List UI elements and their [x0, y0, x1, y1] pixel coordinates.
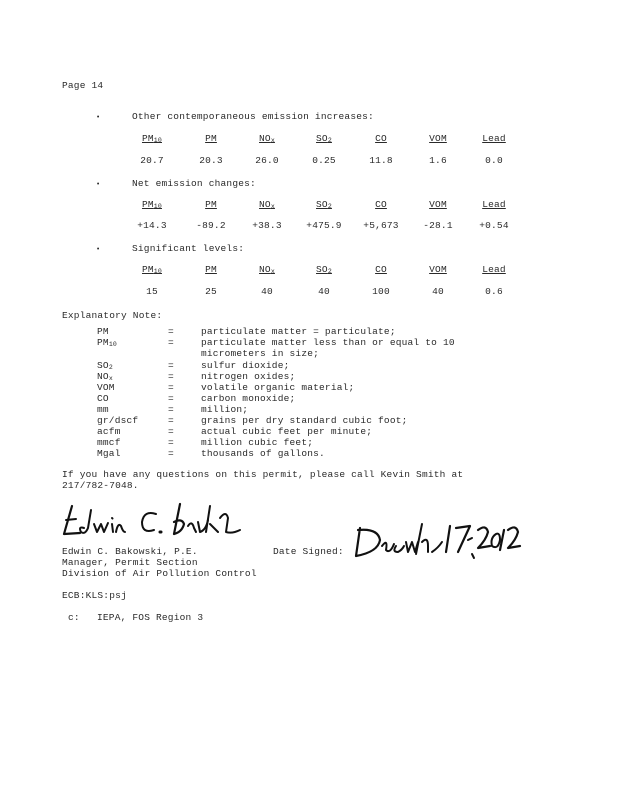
note-equals: = [168, 437, 174, 448]
contact-phone: 217/782-7048. [62, 480, 139, 491]
column-header: PM [205, 264, 217, 275]
column-header: Lead [482, 199, 506, 210]
value-cell: 25 [205, 286, 217, 297]
note-term: VOM [97, 382, 115, 393]
note-term: $NO_x$ [97, 371, 113, 382]
cc-label: c: [68, 612, 80, 623]
note-definition: actual cubic feet per minute; [201, 426, 373, 437]
signer-division: Division of Air Pollution Control [62, 568, 257, 579]
note-definition: volatile organic material; [201, 382, 355, 393]
note-definition: nitrogen oxides; [201, 371, 296, 382]
note-equals: = [168, 426, 174, 437]
note-equals: = [168, 404, 174, 415]
value-cell: 15 [146, 286, 158, 297]
column-header: $SO_2$ [316, 264, 332, 275]
value-cell: +475.9 [306, 220, 342, 231]
value-cell: -89.2 [196, 220, 226, 231]
column-header: $NO_x$ [259, 199, 275, 210]
bullet: • [96, 246, 101, 254]
column-header: Lead [482, 133, 506, 144]
column-header: CO [375, 264, 387, 275]
value-cell: 0.0 [485, 155, 503, 166]
value-cell: 20.3 [199, 155, 223, 166]
value-cell: 0.25 [312, 155, 336, 166]
value-cell: +0.54 [479, 220, 509, 231]
table-row [0, 286, 618, 300]
date-signed-label: Date Signed: [273, 546, 344, 557]
note-definition: thousands of gallons. [201, 448, 325, 459]
column-header: VOM [429, 264, 447, 275]
column-header: $SO_2$ [316, 199, 332, 210]
table-header-row [0, 133, 618, 147]
column-header: $PM_{10}$ [141, 133, 162, 144]
table-header-row [0, 199, 618, 213]
note-term: CO [97, 393, 109, 404]
column-header: CO [375, 133, 387, 144]
value-cell: 1.6 [429, 155, 447, 166]
cc-recipient: IEPA, FOS Region 3 [97, 612, 204, 623]
explanatory-note-heading: Explanatory Note: [62, 310, 163, 321]
table-row [0, 155, 618, 169]
handwritten-date [352, 518, 528, 564]
table-header-row [0, 264, 618, 278]
note-definition: micrometers in size; [201, 348, 320, 359]
note-definition: grains per dry standard cubic foot; [201, 415, 408, 426]
value-cell: +38.3 [252, 220, 282, 231]
column-header: VOM [429, 199, 447, 210]
typist-initials: ECB:KLS:psj [62, 590, 127, 601]
signer-name: Edwin C. Bakowski, P.E. [62, 546, 198, 557]
section-heading: Other contemporaneous emission increases: [132, 111, 374, 122]
note-definition: particulate matter less than or equal to 10 [201, 337, 455, 348]
table-row [0, 220, 618, 234]
note-term: gr/dscf [97, 415, 139, 426]
column-header: PM [205, 199, 217, 210]
note-equals: = [168, 360, 174, 371]
value-cell: 100 [372, 286, 390, 297]
note-definition: million; [201, 404, 249, 415]
note-equals: = [168, 393, 174, 404]
value-cell: 11.8 [369, 155, 393, 166]
note-equals: = [168, 371, 174, 382]
note-term: Mgal [97, 448, 121, 459]
value-cell: +5,673 [363, 220, 399, 231]
handwritten-signature [58, 498, 248, 540]
note-term: $PM_{10}$ [97, 337, 118, 348]
column-header: VOM [429, 133, 447, 144]
section-heading: Net emission changes: [132, 178, 256, 189]
bullet: • [96, 181, 101, 189]
column-header: $NO_x$ [259, 264, 275, 275]
note-term: $SO_2$ [97, 360, 113, 371]
note-definition: sulfur dioxide; [201, 360, 290, 371]
note-definition: carbon monoxide; [201, 393, 296, 404]
list-item [0, 448, 618, 462]
column-header: $NO_x$ [259, 133, 275, 144]
column-header: PM [205, 133, 217, 144]
note-definition: million cubic feet; [201, 437, 314, 448]
value-cell: -28.1 [423, 220, 453, 231]
value-cell: 40 [432, 286, 444, 297]
bullet: • [96, 114, 101, 122]
value-cell: +14.3 [137, 220, 167, 231]
column-header: $SO_2$ [316, 133, 332, 144]
note-equals: = [168, 448, 174, 459]
column-header: $PM_{10}$ [141, 199, 162, 210]
page-number: Page 14 [62, 80, 104, 91]
value-cell: 26.0 [255, 155, 279, 166]
note-equals: = [168, 326, 174, 337]
value-cell: 40 [318, 286, 330, 297]
value-cell: 0.6 [485, 286, 503, 297]
column-header: Lead [482, 264, 506, 275]
column-header: CO [375, 199, 387, 210]
value-cell: 20.7 [140, 155, 164, 166]
value-cell: 40 [261, 286, 273, 297]
contact-line: If you have any questions on this permit, please call Kevin Smith at [62, 469, 464, 480]
note-term: acfm [97, 426, 121, 437]
signer-title: Manager, Permit Section [62, 557, 198, 568]
note-term: PM [97, 326, 109, 337]
note-definition: particulate matter = particulate; [201, 326, 396, 337]
section-heading: Significant levels: [132, 243, 245, 254]
note-equals: = [168, 415, 174, 426]
column-header: $PM_{10}$ [141, 264, 162, 275]
note-equals: = [168, 382, 174, 393]
note-term: mmcf [97, 437, 121, 448]
note-equals: = [168, 337, 174, 348]
note-term: mm [97, 404, 109, 415]
